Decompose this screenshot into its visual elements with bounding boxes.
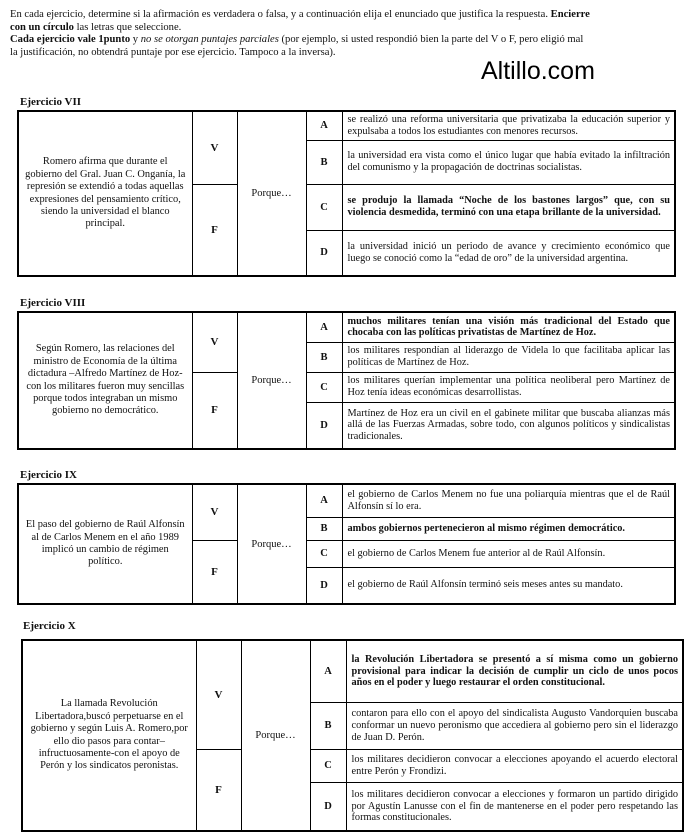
exercise-8-because-label: Porque… xyxy=(237,312,306,449)
exercise-7-option-a-letter[interactable]: A xyxy=(306,111,342,140)
exercise-9-option-c-text: el gobierno de Carlos Menem fue anterior al de Raúl Alfonsín. xyxy=(342,540,675,567)
exercise-8-option-a-text: muchos militares tenían una visión más tradicional del Estado que chocaba con las políticas privatistas de Martínez de Hoz. xyxy=(342,312,675,342)
exercise-7-option-c-text: se produjo la llamada “Noche de los bastones largos” que, con su violencia desmedida, terminó con una etapa brillante de la universidad. xyxy=(342,184,675,230)
exercise-9-option-c-letter[interactable]: C xyxy=(306,540,342,567)
exercise-7-option-b-letter[interactable]: B xyxy=(306,140,342,184)
exercise-8-option-b-text: los militares respondían al liderazgo de Videla lo que facilitaba aplicar las políticas de Martínez de Hoz. xyxy=(342,342,675,372)
exercise-10-option-c-letter[interactable]: C xyxy=(310,749,346,782)
exercise-8-option-d-letter[interactable]: D xyxy=(306,402,342,449)
exercise-9-title: Ejercicio IX xyxy=(20,469,77,481)
exercise-7-option-b-text: la universidad era vista como el único lugar que había evitado la infiltración del comunismo y la propagación de doctrinas socialistas. xyxy=(342,140,675,184)
exercise-9-option-a-text: el gobierno de Carlos Menem no fue una poliarquía mientras que el de Raúl Alfonsín sí lo era. xyxy=(342,484,675,517)
exercise-10-option-a-letter[interactable]: A xyxy=(310,640,346,703)
exercise-8-option-d-text: Martínez de Hoz era un civil en el gabinete militar que buscaba alianzas más allá de las Fuerzas Armadas, sobre todo, con algunos políticos y sindicalistas tradicionales. xyxy=(342,402,675,449)
exercise-9-statement: El paso del gobierno de Raúl Alfonsín al de Carlos Menem en el año 1989 implicó un cambio de régimen político. xyxy=(18,484,192,604)
exercise-8-option-b-letter[interactable]: B xyxy=(306,342,342,372)
exercise-7-statement: Romero afirma que durante el gobierno del Gral. Juan C. Onganía, la represión se extendió a todas aquellas expresiones del pensamiento crítico, siendo la universidad el blanco principal. xyxy=(18,111,192,276)
exercise-8-table xyxy=(17,311,676,450)
exercise-10-true-option[interactable]: V xyxy=(196,640,241,749)
instructions-line-3: Cada ejercicio vale 1punto y no se otorgan puntajes parciales (por ejemplo, si usted respondió bien la parte del V o F, pero eligió mal xyxy=(10,34,584,46)
instructions xyxy=(10,9,696,59)
exercise-7-option-d-text: la universidad inició un periodo de avance y crecimiento económico que luego se conoció como la “edad de oro” de la universidad argentina. xyxy=(342,230,675,276)
exercise-9-option-d-text: el gobierno de Raúl Alfonsín terminó seis meses antes su mandato. xyxy=(342,567,675,604)
exercise-7-because-label: Porque… xyxy=(237,111,306,276)
instructions-line-4: la justificación, no obtendrá puntaje por ese ejercicio. Tampoco a la inversa). xyxy=(10,46,336,58)
exercise-7-table xyxy=(17,110,676,277)
exercise-10-statement: La llamada Revolución Libertadora,buscó perpetuarse en el gobierno y según Luis A. Romero,por ello dio pasos para contar–infructuosamente-con el apoyo de Perón y los sindicatos peronistas. xyxy=(22,640,196,831)
exercise-7-option-c-letter[interactable]: C xyxy=(306,184,342,230)
exercise-8-option-c-letter[interactable]: C xyxy=(306,372,342,402)
exercise-8-option-c-text: los militares querían implementar una política neoliberal pero Martínez de Hoz tenía ideas económicas desarrollistas. xyxy=(342,372,675,402)
exercise-10-option-b-letter[interactable]: B xyxy=(310,703,346,749)
exercise-7-option-a-text: se realizó una reforma universitaria que privatizaba la educación superior y expulsaba a todos los estudiantes con menores recursos. xyxy=(342,111,675,140)
exercise-10-false-option[interactable]: F xyxy=(196,749,241,831)
exercise-10-title: Ejercicio X xyxy=(23,620,76,632)
exercise-7-title: Ejercicio VII xyxy=(20,96,81,108)
exercise-9-option-b-text: ambos gobiernos pertenecieron al mismo régimen democrático. xyxy=(342,517,675,540)
exercise-8-true-option[interactable]: V xyxy=(192,312,237,372)
exercise-9-option-d-letter[interactable]: D xyxy=(306,567,342,604)
exercise-9-table xyxy=(17,483,676,605)
exercise-8-false-option[interactable]: F xyxy=(192,372,237,449)
exercise-10-option-b-text: contaron para ello con el apoyo del sindicalista Augusto Vandorquien buscaba conformar un nuevo peronismo que accediera al gobierno pero sin el liderazgo de Juan D. Perón. xyxy=(346,703,683,749)
exercise-7-false-option[interactable]: F xyxy=(192,184,237,276)
exercise-7-true-option[interactable]: V xyxy=(192,111,237,184)
watermark: Altillo.com xyxy=(481,57,595,85)
instructions-line-1: En cada ejercicio, determine si la afirmación es verdadera o falsa, y a continuación elija el enunciado que justifica la respuesta. Encierre xyxy=(10,9,590,20)
exercise-10-option-d-text: los militares decidieron convocar a elecciones y formaron un partido dirigido por Agustín Lanusse con el fin de mantenerse en el poder pero respetando las formas constitucionales. xyxy=(346,782,683,831)
exercise-8-option-a-letter[interactable]: A xyxy=(306,312,342,342)
exercise-10-table xyxy=(21,639,684,832)
exercise-9-because-label: Porque… xyxy=(237,484,306,604)
exercise-8-statement: Según Romero, las relaciones del ministro de Economía de la última dictadura –Alfredo Martínez de Hoz- con los militares fueron muy sencillas porque todos integraban un mismo gobierno no democrático. xyxy=(18,312,192,449)
exercise-10-option-d-letter[interactable]: D xyxy=(310,782,346,831)
exercise-10-option-a-text: la Revolución Libertadora se presentó a sí misma como un gobierno provisional para indicar la decisión de cumplir un ciclo de unos pocos años en el poder y luego restaurar el orden constitucional. xyxy=(346,640,683,703)
exercise-9-option-a-letter[interactable]: A xyxy=(306,484,342,517)
exercise-9-true-option[interactable]: V xyxy=(192,484,237,540)
exercise-7-option-d-letter[interactable]: D xyxy=(306,230,342,276)
exercise-8-title: Ejercicio VIII xyxy=(20,297,86,309)
exercise-9-false-option[interactable]: F xyxy=(192,540,237,604)
instructions-line-2: con un círculo las letras que seleccione. xyxy=(10,21,182,33)
exercise-9-option-b-letter[interactable]: B xyxy=(306,517,342,540)
exercise-10-option-c-text: los militares decidieron convocar a elecciones apoyando el acuerdo electoral entre Perón y Frondizi. xyxy=(346,749,683,782)
exercise-10-because-label: Porque… xyxy=(241,640,310,831)
